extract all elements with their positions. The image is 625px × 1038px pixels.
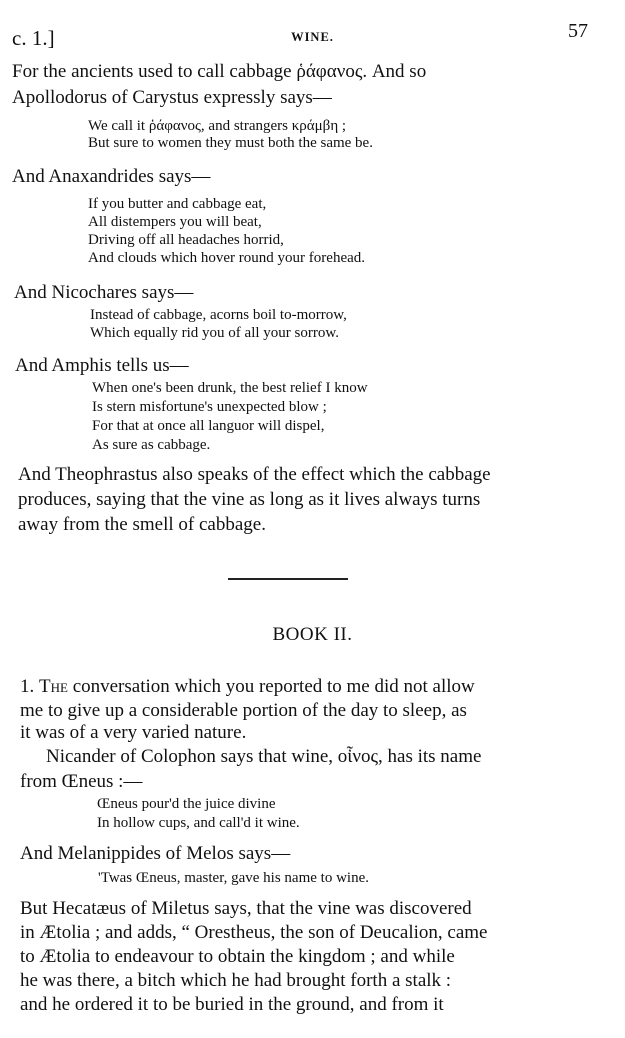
text-line: Nicander of Colophon says that wine, οἶνος, has its name bbox=[46, 746, 482, 767]
section-first-line bbox=[20, 676, 475, 698]
verse-line: Is stern misfortune's unexpected blow ; bbox=[92, 399, 327, 415]
verse-line: Which equally rid you of all your sorrow. bbox=[90, 325, 339, 341]
text-line: And Theophrastus also speaks of the effect which the cabbage bbox=[18, 464, 491, 485]
text-line: and he ordered it to be buried in the ground, and from it bbox=[20, 994, 444, 1015]
section-first-line-text: conversation which you reported to me did not allow bbox=[72, 676, 475, 697]
book-heading: BOOK II. bbox=[272, 624, 353, 645]
text-line: But Hecatæus of Miletus says, that the vine was discovered bbox=[20, 898, 472, 919]
section-first-word: The bbox=[39, 676, 68, 697]
chapter-marker: c. 1.] bbox=[12, 26, 55, 50]
text-line: away from the smell of cabbage. bbox=[18, 514, 266, 535]
verse-line: And clouds which hover round your forehead. bbox=[88, 250, 366, 266]
verse-line: All distempers you will beat, bbox=[88, 214, 262, 230]
text-line: in Ætolia ; and adds, “ Orestheus, the son of Deucalion, came bbox=[20, 922, 488, 943]
verse-line: But sure to women they must both the same be. bbox=[88, 135, 373, 151]
text-line: it was of a very varied nature. bbox=[20, 722, 247, 743]
verse-line: Œneus pour'd the juice divine bbox=[97, 796, 276, 812]
verse-line: Driving off all headaches horrid, bbox=[88, 232, 284, 248]
text-line: from Œneus :— bbox=[20, 771, 143, 792]
text-line: For the ancients used to call cabbage ῥάφανος. And so bbox=[12, 61, 427, 82]
text-line: produces, saying that the vine as long as it lives always turns bbox=[18, 489, 481, 510]
page-number: 57 bbox=[568, 20, 588, 42]
text-line: to Ætolia to endeavour to obtain the kingdom ; and while bbox=[20, 946, 455, 967]
verse-line: When one's been drunk, the best relief I know bbox=[92, 380, 368, 396]
verse-line: As sure as cabbage. bbox=[92, 437, 211, 453]
verse-line: 'Twas Œneus, master, gave his name to wine. bbox=[98, 870, 369, 886]
speaker-intro: And Anaxandrides says— bbox=[12, 166, 211, 187]
verse-line: In hollow cups, and call'd it wine. bbox=[97, 815, 300, 831]
speaker-intro: And Melanippides of Melos says— bbox=[20, 843, 291, 864]
verse-line: We call it ῥάφανος, and strangers κράμβη ; bbox=[88, 118, 347, 134]
text-line: he was there, a bitch which he had brought forth a stalk : bbox=[20, 970, 452, 991]
running-title: WINE. bbox=[291, 30, 334, 44]
speaker-intro: And Amphis tells us— bbox=[15, 355, 189, 376]
verse-line: For that at once all languor will dispel, bbox=[92, 418, 325, 434]
verse-line: If you butter and cabbage eat, bbox=[88, 196, 267, 212]
section-divider bbox=[228, 578, 348, 580]
speaker-intro: And Nicochares says— bbox=[14, 282, 194, 303]
section-number: 1. bbox=[20, 676, 35, 697]
verse-line: Instead of cabbage, acorns boil to-morrow, bbox=[90, 307, 347, 323]
text-line: me to give up a considerable portion of the day to sleep, as bbox=[20, 700, 467, 721]
text-line: Apollodorus of Carystus expressly says— bbox=[12, 87, 332, 108]
